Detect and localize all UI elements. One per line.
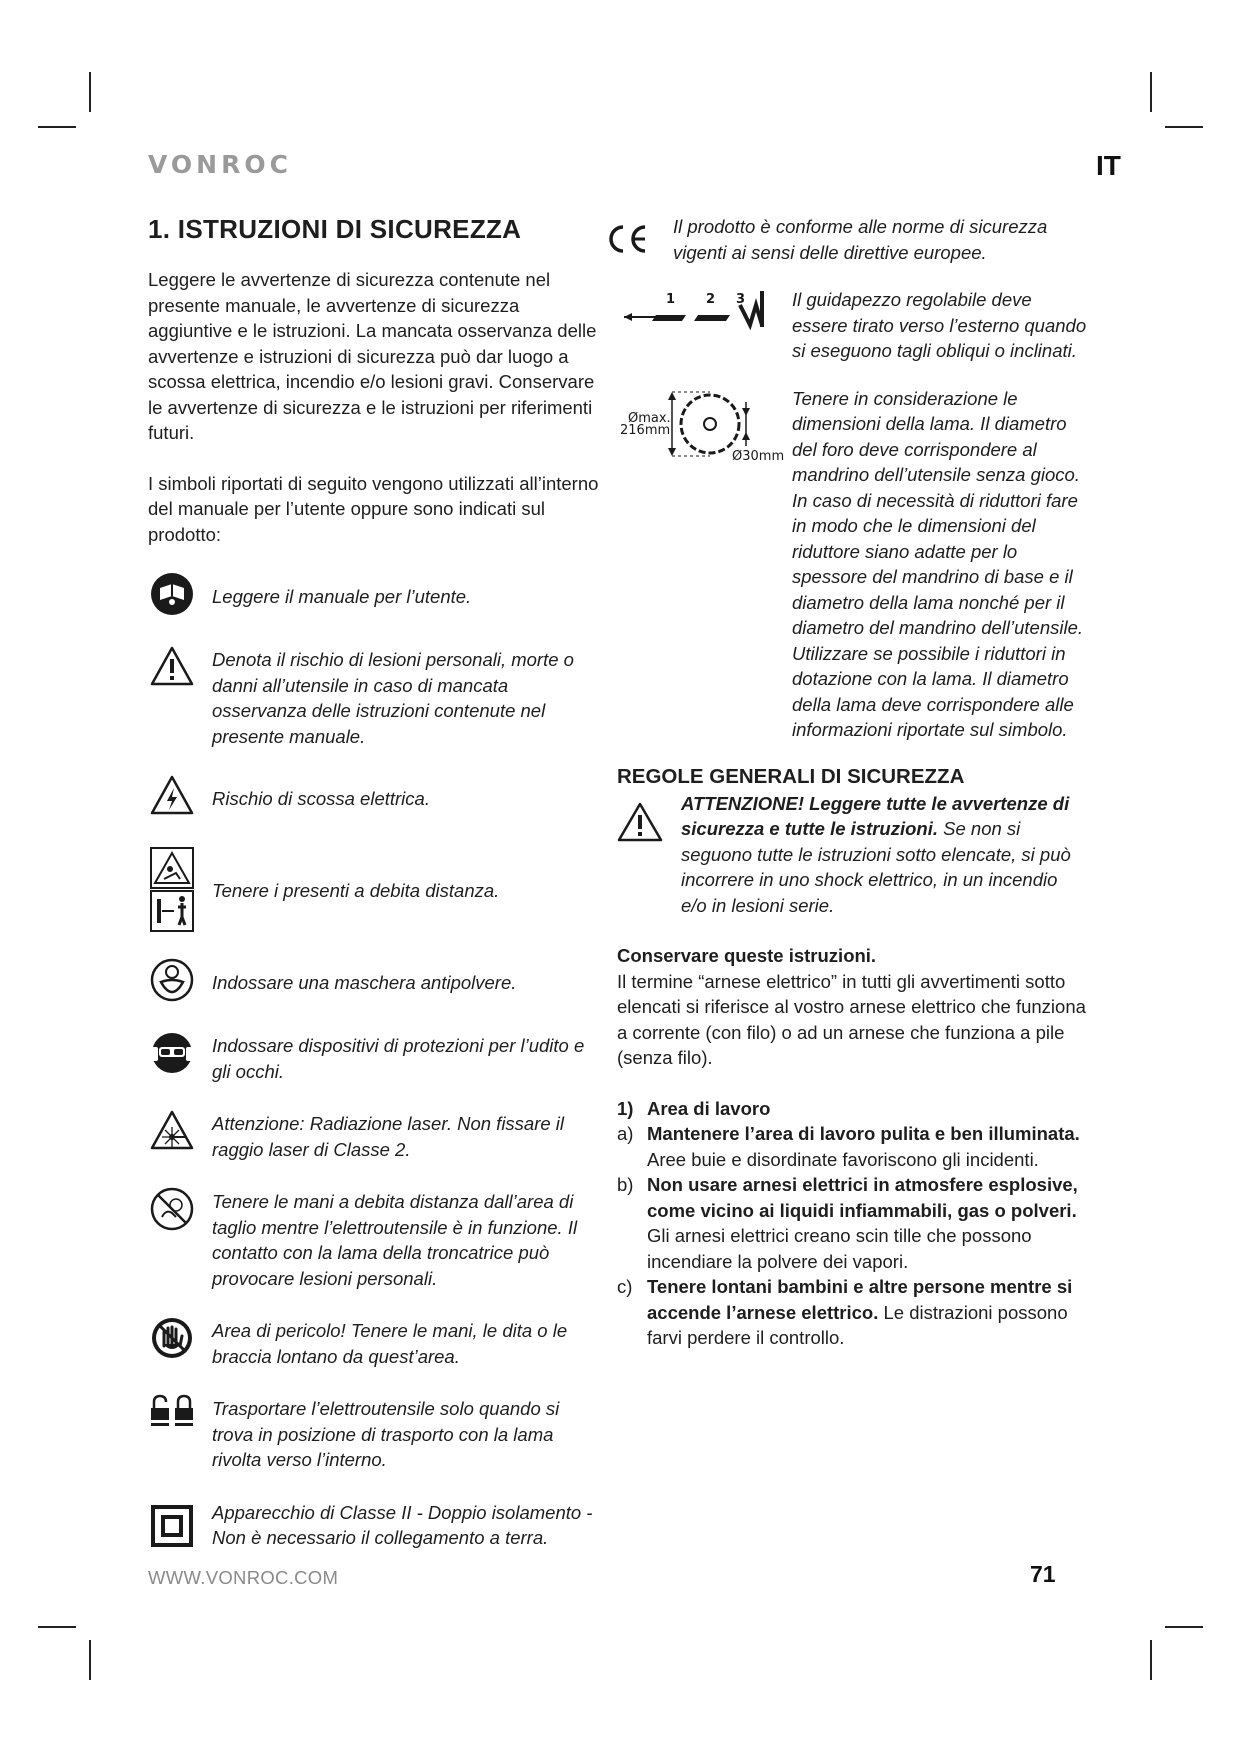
ce-mark-icon (605, 214, 665, 254)
symbol-row (148, 1187, 603, 1291)
hands-away-icon (148, 1187, 196, 1235)
intro-paragraph: Leggere le avvertenze di sicurezza contenute nel presente manuale, le avvertenze di sicurezza aggiuntive e le istruzioni. La mancata osservanza delle avvertenze e istruzioni di sicurezza può dar luogo a scossa elettrica, incendio e/o lesioni gravi. Conservare le avvertenze di sicurezza e le istruzioni per riferimenti futuri. (148, 269, 597, 443)
crop-mark (1165, 1626, 1203, 1628)
fence-label: 2 (706, 292, 716, 307)
symbol-row (148, 1316, 603, 1369)
fence-extend-icon (617, 287, 792, 337)
class-ii-icon (148, 1498, 196, 1546)
crop-mark (89, 1640, 91, 1680)
symbol-text: Apparecchio di Classe II - Doppio isolamento - Non è necessario il collegamento a terra. (212, 1501, 593, 1548)
blade-label: 216mm (619, 422, 670, 438)
symbol-text: Tenere i presenti a debita distanza. (212, 880, 500, 902)
section-title: 1. ISTRUZIONI DI SICUREZZA (148, 214, 522, 244)
page-number: 71 (1030, 1561, 1056, 1587)
crop-mark (1150, 72, 1152, 112)
warning-triangle-icon (617, 791, 671, 843)
list-item (617, 1172, 1087, 1274)
read-manual-icon (148, 572, 196, 620)
symbol-text: Denota il rischio di lesioni personali, morte o danni all’utensile in caso di mancata osservanza delle istruzioni contenute nel presente manuale. (212, 649, 574, 747)
symbol-text: Trasportare l’elettroutensile solo quando si trova in posizione di trasporto con la lama rivolta verso l’interno. (212, 1398, 560, 1470)
danger-area-hand-icon (148, 1316, 196, 1364)
symbol-row (148, 1394, 603, 1473)
laser-radiation-icon (148, 1109, 196, 1157)
symbol-text: Tenere in considerazione le dimensioni della lama. Il diametro del foro deve corrispondere al mandrino dell’utensile senza gioco. In caso di necessità di riduttori fare in modo che le dimensioni del riduttore siano adatte per lo spessore del mandrino di base e il diametro della lama nonché per il diametro del mandrino dell’utensile. Utilizzare se possibile i riduttori in dotazione con la lama. Il diametro della lama deve corrispondere alle informazioni riportate sul simbolo. (792, 387, 1084, 740)
list-item (617, 1121, 1087, 1172)
keep-instructions-title: Conservare queste istruzioni. (617, 945, 877, 966)
keep-distance-icon (148, 847, 196, 933)
symbol-row (617, 287, 1087, 364)
work-area-number: 1) (617, 1097, 634, 1119)
symbol-text: Indossare dispositivi di protezioni per l’udito e gli occhi. (212, 1035, 585, 1082)
right-column (617, 214, 1087, 1351)
transport-lock-icon (148, 1394, 196, 1442)
crop-mark (89, 72, 91, 112)
fence-label: 3 (736, 292, 746, 307)
list-item-label: b) (617, 1174, 634, 1195)
general-warning (617, 791, 1087, 919)
work-area-heading (617, 1096, 1087, 1122)
crop-mark (1150, 1640, 1152, 1680)
symbols-intro: I simboli riportati di seguito vengono utilizzati all’interno del manuale per l’utente oppure sono indicati sul prodotto: (148, 472, 599, 545)
symbol-text: Il prodotto è conforme alle norme di sicurezza vigenti ai sensi delle direttive europee. (673, 216, 1048, 263)
blade-label: Ømax. (627, 410, 671, 426)
symbol-row (148, 1498, 603, 1551)
symbol-text: Attenzione: Radiazione laser. Non fissare il raggio laser di Classe 2. (212, 1113, 565, 1160)
warning-bold: ATTENZIONE! Leggere tutte le avvertenze di sicurezza e tutte le istruzioni. (681, 792, 1070, 839)
general-rules-title: REGOLE GENERALI DI SICUREZZA (617, 764, 965, 788)
warning-triangle-icon (148, 645, 196, 693)
list-item-label: a) (617, 1123, 634, 1144)
warning-text: Se non si seguono tutte le istruzioni sotto elencate, si può incorrere in uno shock elettrico, in un incendio e/o in lesioni serie. (681, 818, 1071, 916)
left-column (148, 214, 603, 1576)
list-item-bold: Mantenere l’area di lavoro pulita e ben illuminata. (647, 1123, 1080, 1144)
symbol-row (148, 847, 603, 933)
list-item-label: c) (617, 1276, 633, 1297)
symbol-text: Tenere le mani a debita distanza dall’area di taglio mentre l’elettroutensile è in funzione. Il contatto con la lama della troncatrice può provocare lesioni personali. (212, 1191, 578, 1289)
blade-label: Ø30mm (731, 448, 784, 464)
symbol-row (148, 645, 603, 749)
symbol-row (148, 1031, 603, 1084)
list-item-bold: Tenere lontani bambini e altre persone mentre si accende l’arnese elettrico. (647, 1276, 1073, 1323)
symbol-row (617, 386, 1087, 743)
symbol-row (148, 1109, 603, 1162)
fence-label: 1 (666, 292, 676, 307)
symbol-row (148, 572, 603, 620)
list-item-text: Gli arnesi elettrici creano scin tille che possono incendiare la polvere dei vapori. (647, 1225, 1032, 1272)
symbol-text: Rischio di scossa elettrica. (212, 788, 430, 810)
symbol-text: Indossare una maschera antipolvere. (212, 972, 517, 994)
keep-instructions-text: Il termine “arnese elettrico” in tutti gli avvertimenti sotto elencati si riferisce al vostro arnese elettrico che funziona a corrente (con filo) o ad un arnese che funziona a pile (senza filo). (617, 970, 1086, 1068)
symbol-row (148, 958, 603, 1006)
symbol-text: Area di pericolo! Tenere le mani, le dita o le braccia lontano da quest’area. (212, 1320, 568, 1367)
ear-eye-protection-icon (148, 1031, 196, 1079)
crop-mark (38, 1626, 76, 1628)
brand-logo: VONROC (148, 150, 292, 179)
list-item-text: Aree buie e disordinate favoriscono gli incidenti. (647, 1148, 1039, 1170)
list-item-bold: Non usare arnesi elettrici in atmosfere esplosive, come vicino ai liquidi infiammabili, gas o polveri. (647, 1174, 1078, 1221)
symbol-row (148, 774, 603, 822)
dust-mask-icon (148, 958, 196, 1006)
work-area-title: Area di lavoro (647, 1097, 771, 1119)
blade-dimensions-icon (617, 386, 792, 466)
crop-mark (38, 126, 76, 128)
symbol-row (605, 214, 1087, 265)
footer-url[interactable]: WWW.VONROC.COM (148, 1567, 339, 1588)
list-item-text: Le distrazioni possono farvi perdere il controllo. (647, 1301, 1068, 1348)
crop-mark (1165, 126, 1203, 128)
symbol-text: Leggere il manuale per l’utente. (212, 586, 472, 608)
language-code: IT (1096, 150, 1121, 181)
electric-shock-icon (148, 774, 196, 822)
list-item (617, 1274, 1087, 1351)
symbol-text: Il guidapezzo regolabile deve essere tirato verso l’esterno quando si eseguono tagli obliqui o inclinati. (792, 289, 1087, 361)
